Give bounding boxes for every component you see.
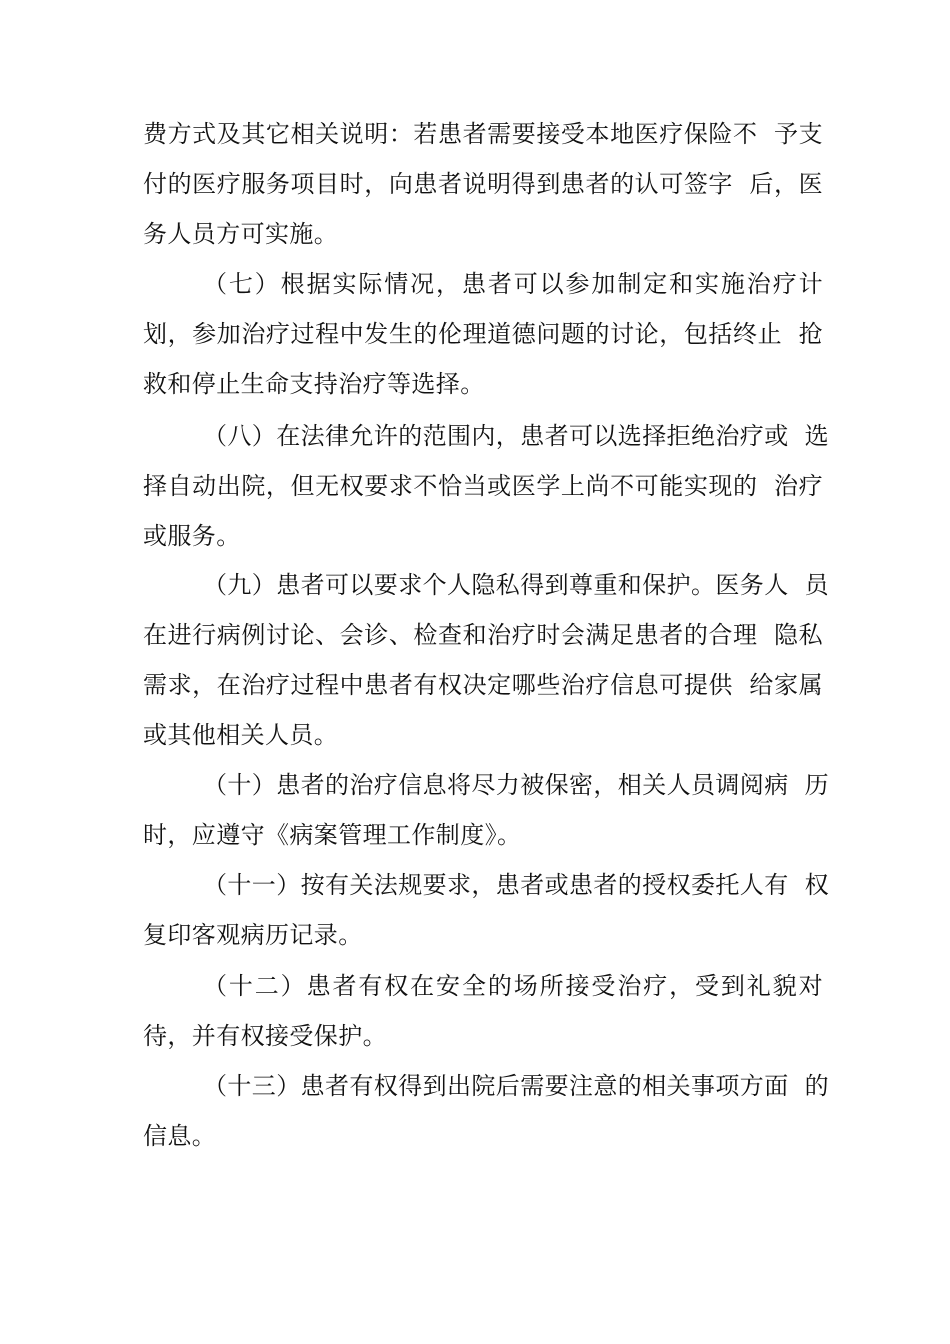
text-line: 或服务。	[143, 522, 241, 550]
paragraph-13-first-line: （十三）患者有权得到出院后需要注意的相关事项方面 的	[203, 1072, 830, 1100]
text-line: 时，应遵守《病案管理工作制度》。	[143, 821, 522, 849]
text-line: 或其他相关人员。	[143, 721, 339, 749]
text-line: 待，并有权接受保护。	[143, 1022, 387, 1050]
paragraph-8-first-line: （八）在法律允许的范围内，患者可以选择拒绝治疗或 选	[203, 422, 830, 450]
text-line: 务人员方可实施。	[143, 220, 339, 248]
text-line: 择自动出院，但无权要求不恰当或医学上尚不可能实现的 治疗	[143, 472, 823, 500]
paragraph-12-first-line: （十二）患者有权在安全的场所接受治疗，受到礼貌对	[203, 972, 823, 1000]
paragraph-10-first-line: （十）患者的治疗信息将尽力被保密，相关人员调阅病 历	[203, 771, 830, 799]
text-line: 划，参加治疗过程中发生的伦理道德问题的讨论，包括终止 抢	[143, 320, 823, 348]
text-line: 救和停止生命支持治疗等选择。	[143, 370, 485, 398]
paragraph-11-first-line: （十一）按有关法规要求，患者或患者的授权委托人有 权	[203, 871, 830, 899]
paragraph-9-first-line: （九）患者可以要求个人隐私得到尊重和保护。医务人 员	[203, 571, 830, 599]
text-line: 信息。	[143, 1122, 217, 1150]
text-line: 费方式及其它相关说明：若患者需要接受本地医疗保险不 予支	[143, 120, 823, 148]
paragraph-7-first-line: （七）根据实际情况，患者可以参加制定和实施治疗计	[203, 270, 823, 298]
text-line: 需求，在治疗过程中患者有权决定哪些治疗信息可提供 给家属	[143, 671, 823, 699]
text-line: 在进行病例讨论、会诊、检查和治疗时会满足患者的合理 隐私	[143, 621, 823, 649]
text-line: 复印客观病历记录。	[143, 921, 363, 949]
text-line: 付的医疗服务项目时，向患者说明得到患者的认可签字 后，医	[143, 170, 823, 198]
